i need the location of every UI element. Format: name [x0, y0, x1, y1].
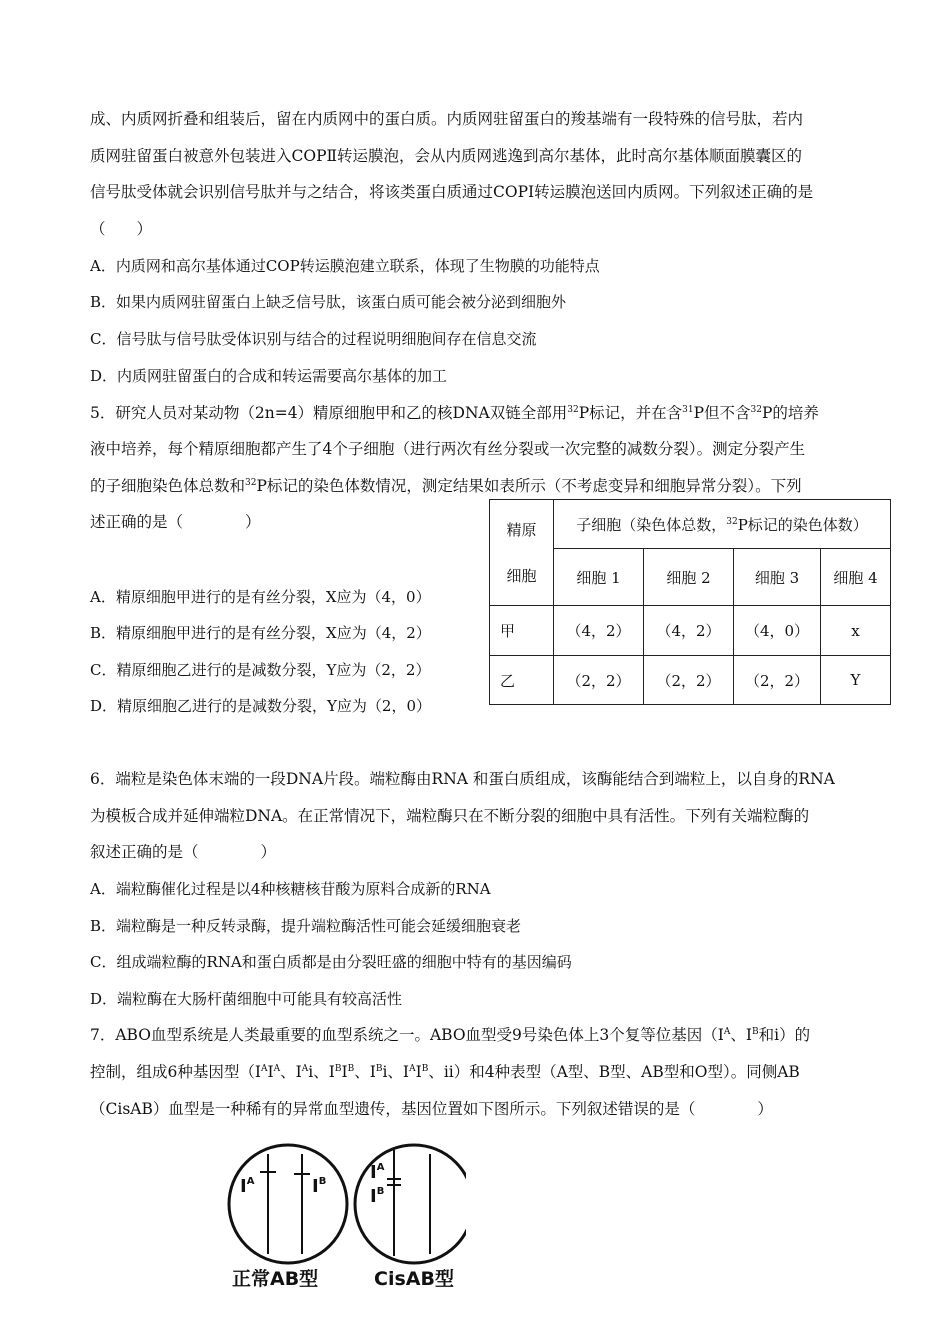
q5-stem-line-3: 的子细胞染色体总数和$^{32}$P标记的染色体数情况，测定结果如表所示（不考虑变异和细胞异常分裂）。下列 — [90, 477, 802, 495]
table-group-header: 子细胞（染色体总数，$^{32}$P标记的染色体数） — [554, 500, 891, 549]
table-col-header: 细胞 3 — [734, 549, 821, 606]
table-cell: （4，2） — [554, 606, 644, 656]
table-col-header: 细胞 2 — [644, 549, 734, 606]
q5-option-b: B．精原细胞甲进行的是有丝分裂，X应为（4，2） — [90, 624, 431, 642]
table-row-label: 甲 — [490, 606, 554, 656]
q6-stem-line-3: 叙述正确的是（ ） — [90, 843, 277, 861]
table-cell: （2，2） — [644, 656, 734, 705]
q7-stem-line-1: 7．ABO血型系统是人类最重要的血型系统之一。ABO血型受9号染色体上3个复等位基因（$I^A$、$I^B$和i）的 — [90, 1026, 811, 1044]
table-cell: （2，2） — [554, 656, 644, 705]
q5-option-c: C．精原细胞乙进行的是减数分裂，Y应为（2，2） — [90, 661, 431, 679]
caption-cis-ab: CisAB型 — [374, 1268, 454, 1290]
cis-gene-label-b: $I^B$ — [370, 1186, 385, 1207]
table-cell: x — [821, 606, 891, 656]
table-corner-header: 精原 细胞 — [490, 500, 554, 606]
q5-option-d: D．精原细胞乙进行的是减数分裂，Y应为（2，0） — [90, 697, 432, 715]
q4-option-a: A．内质网和高尔基体通过COP转运膜泡建立联系，体现了生物膜的功能特点 — [90, 257, 600, 275]
q4-stem-line-1: 成、内质网折叠和组装后，留在内质网中的蛋白质。内质网驻留蛋白的羧基端有一段特殊的信号肽，若内 — [90, 110, 804, 128]
table-col-header: 细胞 4 — [821, 549, 891, 606]
q5-option-a: A．精原细胞甲进行的是有丝分裂，X应为（4，0） — [90, 588, 431, 606]
q5-stem-line-1: 5．研究人员对某动物（2n=4）精原细胞甲和乙的核DNA双链全部用$^{32}$P标记，并在含$^{31}$P但不含$^{32}$P的培养 — [90, 404, 819, 422]
q5-results-table — [489, 499, 891, 705]
q6-stem-line-2: 为模板合成并延伸端粒DNA。在正常情况下，端粒酶只在不断分裂的细胞中具有活性。下列有关端粒酶的 — [90, 807, 810, 825]
q5-stem-line-4: 述正确的是（ ） — [90, 513, 261, 531]
table-row — [490, 656, 891, 705]
q6-option-d: D．端粒酶在大肠杆菌细胞中可能具有较高活性 — [90, 990, 403, 1008]
table-cell: （2，2） — [734, 656, 821, 705]
q4-stem-line-2: 质网驻留蛋白被意外包装进入COPⅡ转运膜泡，会从内质网逃逸到高尔基体，此时高尔基体顺面膜囊区的 — [90, 147, 803, 165]
normal-gene-label-b: $I^B$ — [312, 1176, 327, 1197]
q6-option-b: B．端粒酶是一种反转录酶，提升端粒酶活性可能会延缓细胞衰老 — [90, 917, 522, 935]
cis-gene-label-a: $I^A$ — [370, 1162, 385, 1183]
caption-normal-ab: 正常AB型 — [232, 1268, 319, 1290]
table-col-header: 细胞 1 — [554, 549, 644, 606]
q6-stem-line-1: 6．端粒是染色体末端的一段DNA片段。端粒酶由RNA 和蛋白质组成，该酶能结合到端粒上，以自身的RNA — [90, 770, 835, 788]
table-row-label: 乙 — [490, 656, 554, 705]
q4-option-c: C．信号肽与信号肽受体识别与结合的过程说明细胞间存在信息交流 — [90, 330, 537, 348]
table-cell: （4，2） — [644, 606, 734, 656]
table-cell: Y — [821, 656, 891, 705]
q5-stem-line-2: 液中培养，每个精原细胞都产生了4个子细胞（进行两次有丝分裂或一次完整的减数分裂）。测定分裂产生 — [90, 440, 806, 458]
table-row — [490, 606, 891, 656]
q4-option-b: B．如果内质网驻留蛋白上缺乏信号肽，该蛋白质可能会被分泌到细胞外 — [90, 293, 567, 311]
normal-gene-label-a: $I^A$ — [240, 1176, 255, 1197]
q7-stem-line-2: 控制，组成6种基因型（$I^AI^A$、$I^Ai$、$I^BI^B$、$I^Bi$、$I^AI^B$、ii）和4种表型（A型、B型、AB型和O型）。同侧AB — [90, 1063, 800, 1081]
table-cell: （4，0） — [734, 606, 821, 656]
q4-option-d: D．内质网驻留蛋白的合成和转运需要高尔基体的加工 — [90, 367, 448, 385]
q4-answer-blank: （ ） — [90, 220, 153, 238]
q6-option-c: C．组成端粒酶的RNA和蛋白质都是由分裂旺盛的细胞中特有的基因编码 — [90, 953, 572, 971]
q6-option-a: A．端粒酶催化过程是以4种核糖核苷酸为原料合成新的RNA — [90, 880, 491, 898]
q4-stem-line-3: 信号肽受体就会识别信号肽并与之结合，将该类蛋白质通过COPI转运膜泡送回内质网。下列叙述正确的是 — [90, 183, 814, 201]
q7-stem-line-3: （CisAB）血型是一种稀有的异常血型遗传，基因位置如下图所示。下列叙述错误的是（ ） — [90, 1100, 773, 1118]
normal-ab-cell-outline — [229, 1145, 347, 1263]
